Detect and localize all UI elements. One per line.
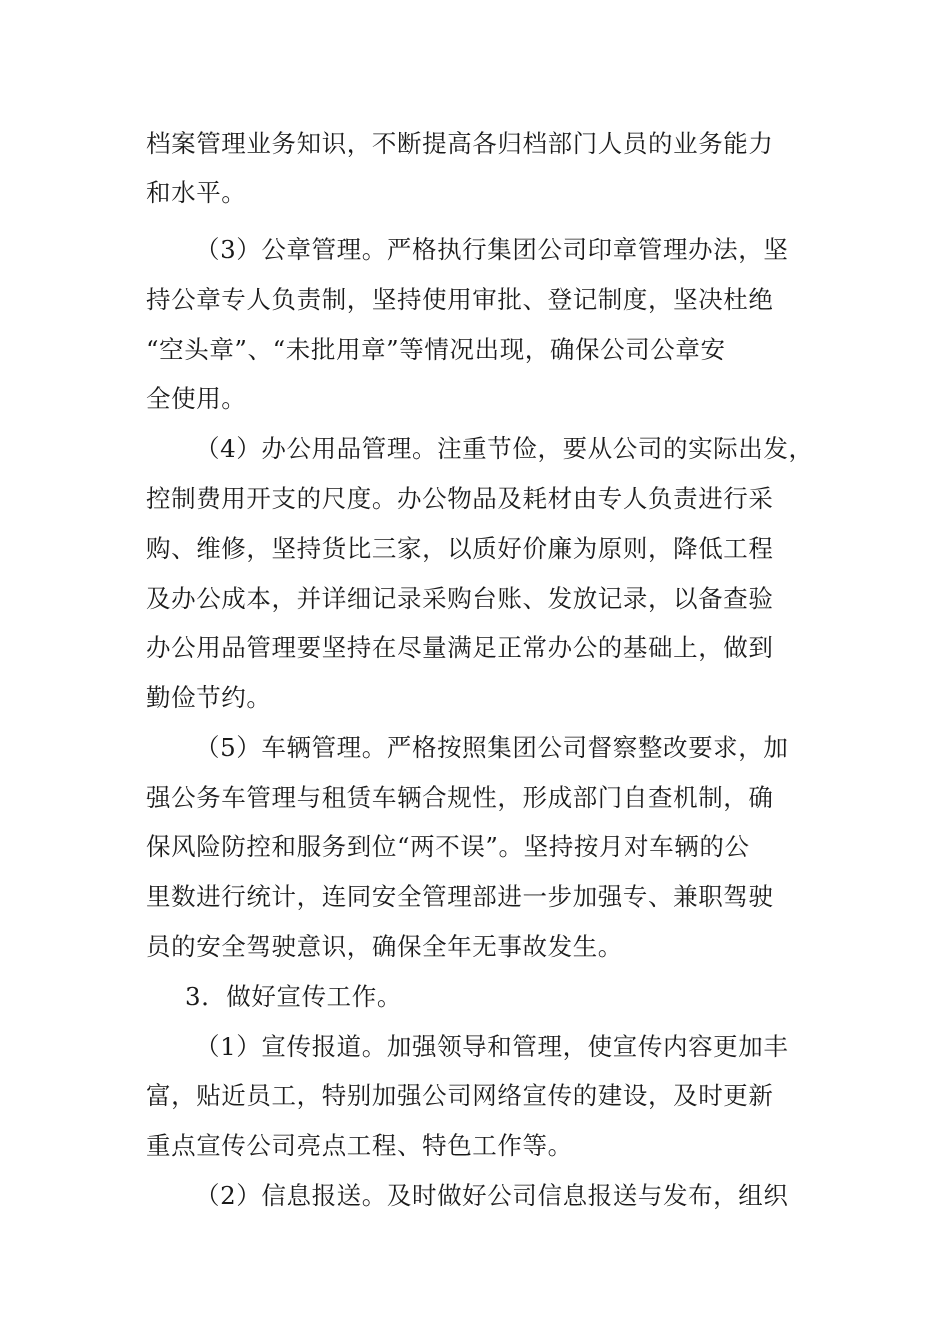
paragraph-line: 勤俭节约。 (146, 683, 272, 712)
paragraph-line: 富，贴近员工，特别加强公司网络宣传的建设，及时更新 (146, 1081, 774, 1110)
paragraph-line: 保风险防控和服务到位“两不误”。坚持按月对车辆的公 (146, 832, 750, 861)
paragraph-line: 购、维修，坚持货比三家，以质好价廉为原则，降低工程 (146, 534, 774, 563)
paragraph-line: （3）公章管理。严格执行集团公司印章管理办法，坚 (195, 235, 789, 264)
paragraph-line: 办公用品管理要坚持在尽量满足正常办公的基础上，做到 (146, 633, 774, 662)
paragraph-line: 强公务车管理与租赁车辆合规性，形成部门自查机制，确 (146, 783, 774, 812)
paragraph-line: 档案管理业务知识，不断提高各归档部门人员的业务能力 (146, 129, 774, 158)
paragraph-line: （5）车辆管理。严格按照集团公司督察整改要求，加 (195, 733, 789, 762)
paragraph-line: 及办公成本，并详细记录采购台账、发放记录，以备查验 (146, 584, 774, 613)
paragraph-line: 员的安全驾驶意识，确保全年无事故发生。 (146, 932, 623, 961)
paragraph-line: 全使用。 (146, 384, 247, 413)
paragraph-line: 和水平。 (146, 178, 247, 207)
paragraph-line: 持公章专人负责制，坚持使用审批、登记制度，坚决杜绝 (146, 285, 774, 314)
paragraph-line: “空头章”、“未批用章”等情况出现，确保公司公章安 (146, 335, 726, 364)
paragraph-line: （1）宣传报道。加强领导和管理，使宣传内容更加丰 (195, 1032, 789, 1061)
paragraph-line: 重点宣传公司亮点工程、特色工作等。 (146, 1131, 573, 1160)
paragraph-line: （2）信息报送。及时做好公司信息报送与发布，组织 (195, 1181, 789, 1210)
paragraph-line: 控制费用开支的尺度。办公物品及耗材由专人负责进行采 (146, 484, 774, 513)
paragraph-line: （4）办公用品管理。注重节俭，要从公司的实际出发， (195, 434, 814, 463)
section-heading: 3．做好宣传工作。 (185, 982, 402, 1011)
paragraph-line: 里数进行统计，连同安全管理部进一步加强专、兼职驾驶 (146, 882, 774, 911)
